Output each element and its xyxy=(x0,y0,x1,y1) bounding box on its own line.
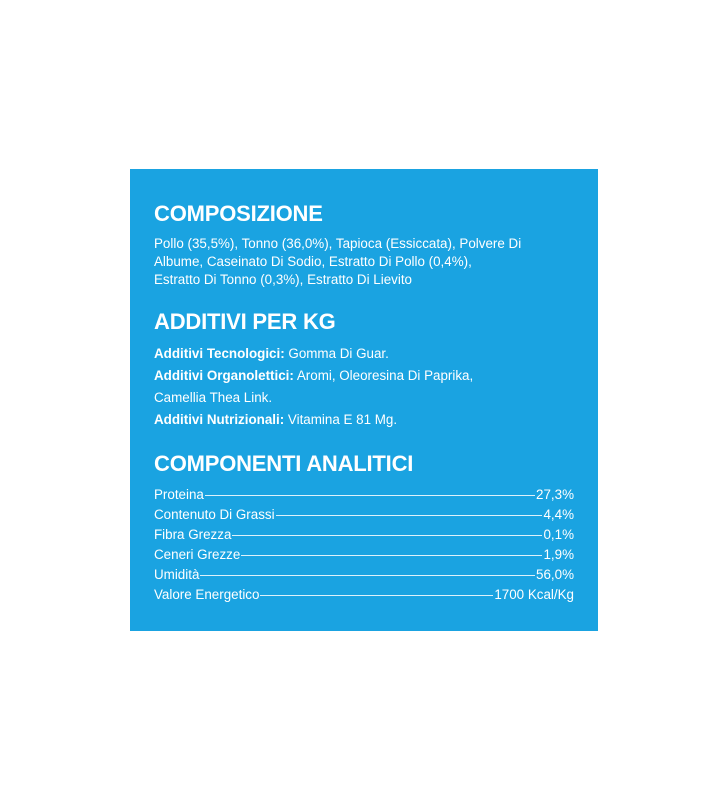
additive-text: Aromi, Oleoresina Di Paprika, xyxy=(293,368,474,383)
analytics-value: 1700 Kcal/Kg xyxy=(494,587,574,602)
composition-line: Pollo (35,5%), Tonno (36,0%), Tapioca (Essiccata), Polvere Di xyxy=(154,236,522,251)
additive-text: Gomma Di Guar. xyxy=(284,346,389,361)
analytics-row xyxy=(154,505,574,525)
analytics-value: 0,1% xyxy=(543,527,574,542)
leader-line xyxy=(276,515,543,516)
additive-text: Camellia Thea Link. xyxy=(154,390,273,405)
additives-list xyxy=(154,343,576,431)
analytics-name: Proteina xyxy=(154,487,204,502)
composition-line: Albume, Caseinato Di Sodio, Estratto Di Pollo (0,4%), xyxy=(154,254,472,269)
leader-line xyxy=(232,535,542,536)
analytics-name: Contenuto Di Grassi xyxy=(154,507,275,522)
additive-row xyxy=(154,387,576,409)
leader-line xyxy=(260,595,493,596)
nutrition-panel xyxy=(130,169,598,631)
leader-line xyxy=(241,555,542,556)
leader-line xyxy=(200,575,535,576)
composition-line: Estratto Di Tonno (0,3%), Estratto Di Lievito xyxy=(154,272,413,287)
analytics-name: Fibra Grezza xyxy=(154,527,232,542)
analytics-value: 4,4% xyxy=(543,507,574,522)
composition-text xyxy=(154,235,576,289)
leader-line xyxy=(205,495,535,496)
analytics-row xyxy=(154,525,574,545)
analytics-row xyxy=(154,565,574,585)
analytics-row xyxy=(154,485,574,505)
additive-label: Additivi Tecnologici: xyxy=(154,346,285,361)
composition-heading: COMPOSIZIONE xyxy=(154,201,323,226)
analytics-value: 27,3% xyxy=(536,487,574,502)
additive-row xyxy=(154,343,576,365)
analytics-table xyxy=(154,485,574,605)
analytics-row xyxy=(154,545,574,565)
additive-label: Additivi Organolettici: xyxy=(154,368,294,383)
additive-label: Additivi Nutrizionali: xyxy=(154,412,285,427)
analytics-heading: COMPONENTI ANALITICI xyxy=(154,451,414,476)
analytics-name: Valore Energetico xyxy=(154,587,260,602)
analytics-name: Umidità xyxy=(154,567,200,582)
additive-row xyxy=(154,409,576,431)
analytics-value: 56,0% xyxy=(536,567,574,582)
additive-row xyxy=(154,365,576,387)
additive-text: Vitamina E 81 Mg. xyxy=(284,412,398,427)
additives-heading: ADDITIVI PER KG xyxy=(154,309,336,334)
analytics-row xyxy=(154,585,574,605)
analytics-value: 1,9% xyxy=(543,547,574,562)
analytics-name: Ceneri Grezze xyxy=(154,547,241,562)
